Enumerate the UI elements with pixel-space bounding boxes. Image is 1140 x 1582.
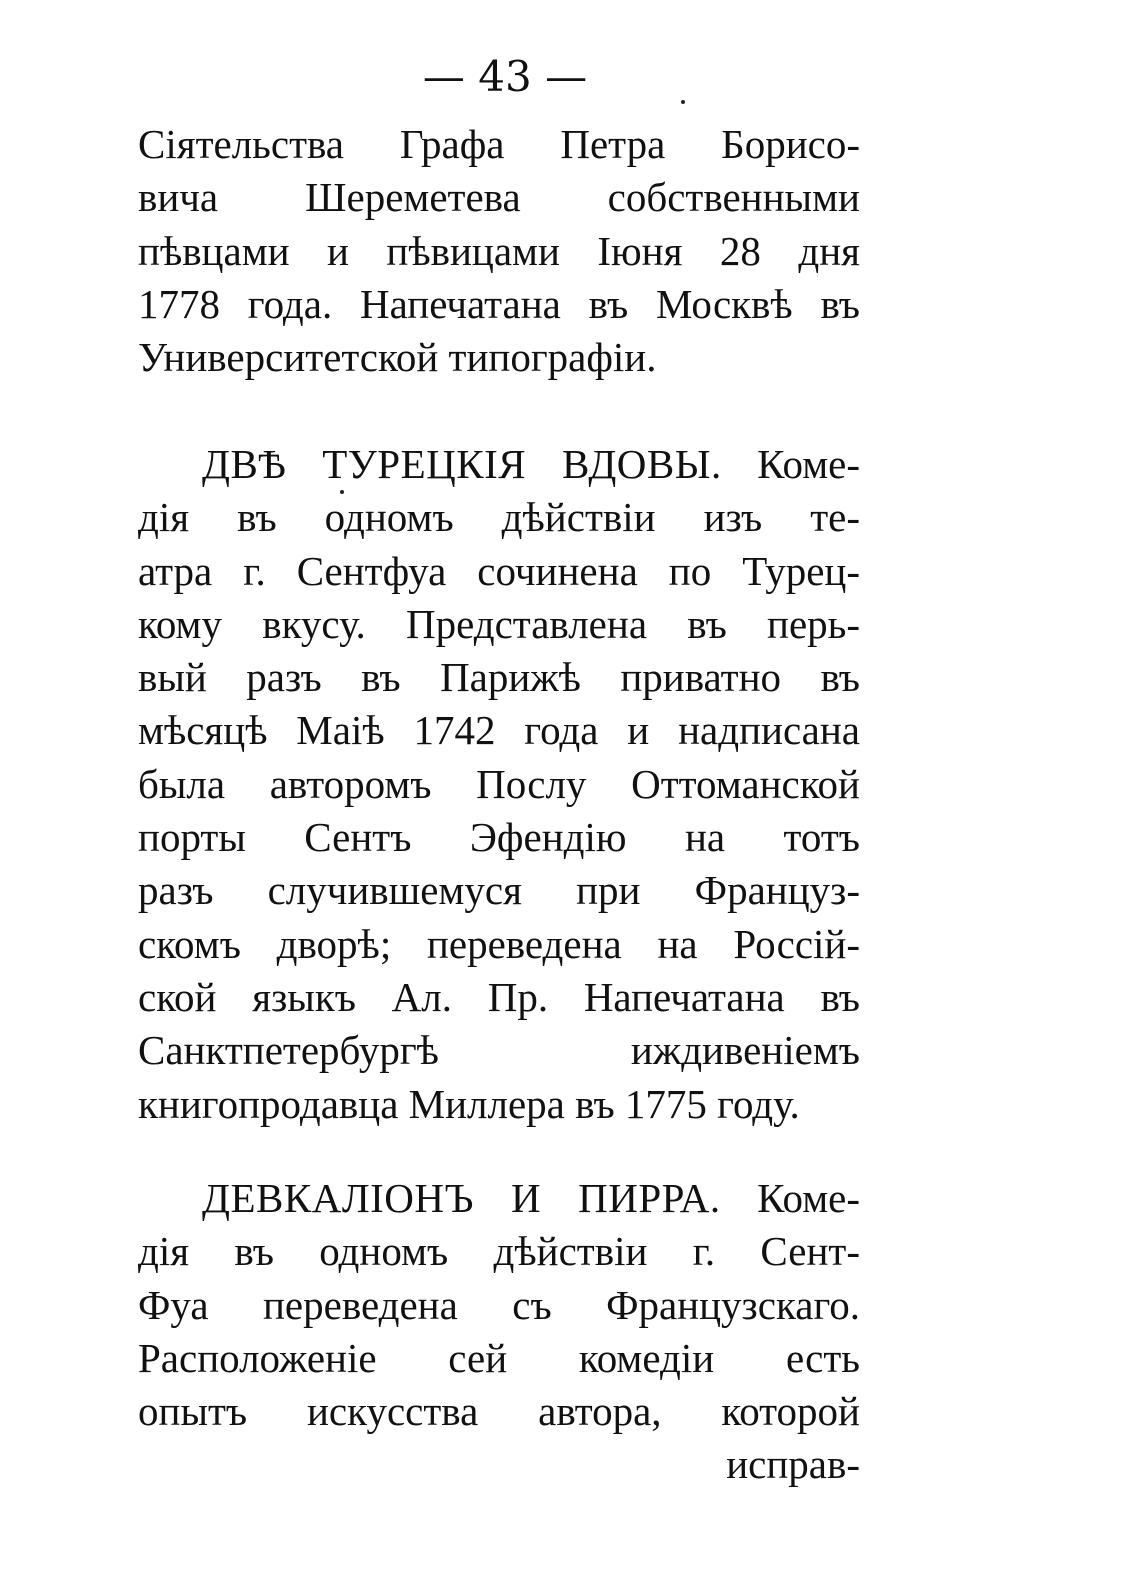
text-line: порты Сентъ Эфендію на тотъ (138, 814, 860, 861)
text-line: Санктпетербургѣ иждивеніемъ (138, 1027, 860, 1074)
text-line: атра г. Сентфуа сочинена по Турец- (138, 547, 860, 594)
entry-devkalion-i-pirra (138, 1172, 860, 1492)
text-line: разъ случившемуся при Француз- (138, 867, 860, 914)
text-line: опытъ искусства автора, которой (138, 1388, 860, 1435)
text-line: ской языкъ Ал. Пр. Напечатана въ (138, 973, 860, 1020)
text-line: Сіятельства Графа Петра Борисо- (138, 121, 860, 167)
print-speck (681, 100, 685, 104)
text-line: пѣвцами и пѣвицами Іюня 28 дня (138, 227, 860, 274)
text-line: скомъ дворѣ; переведена на Россій- (138, 920, 860, 967)
entry-title: ДЕВКАЛІОНЪ И ПИРРА. (202, 1175, 721, 1221)
text-line: 1778 года. Напечатана въ Москвѣ въ (138, 280, 860, 327)
entry-first-line (138, 1172, 860, 1225)
page-number: — 43 — (422, 52, 588, 101)
paragraph-continuation (138, 118, 860, 384)
entry-title: ДВѢ ТУРЕЦКІЯ ВДОВЫ. (202, 441, 722, 487)
text-line: кому вкусу. Представлена въ перь- (138, 600, 860, 647)
entry-dve-turetskiya-vdovy (138, 438, 860, 1131)
text-line: вый разъ въ Парижѣ приватно въ (138, 654, 860, 701)
text-line: была авторомъ Послу Оттоманской (138, 760, 860, 807)
text-line: Фуа переведена съ Французскаго. (138, 1281, 860, 1328)
text-line: Университетской типографіи. (138, 334, 657, 381)
entry-first-line (138, 438, 860, 491)
text-line: дія въ одномъ дѣйствіи г. Сент- (138, 1228, 860, 1275)
text-line: Расположеніе сей комедіи есть (138, 1334, 860, 1381)
text-line: исправ- (726, 1441, 860, 1488)
text-line: мѣсяцѣ Маіѣ 1742 года и надписана (138, 707, 860, 754)
text-fragment: Коме- (757, 441, 860, 487)
text-fragment: Коме- (757, 1175, 860, 1221)
text-line: книгопродавца Миллера въ 1775 году. (138, 1080, 800, 1127)
text-line: вича Шереметева собственными (138, 174, 860, 221)
text-line: дія въ одномъ дѣйствіи изъ те- (138, 494, 860, 541)
